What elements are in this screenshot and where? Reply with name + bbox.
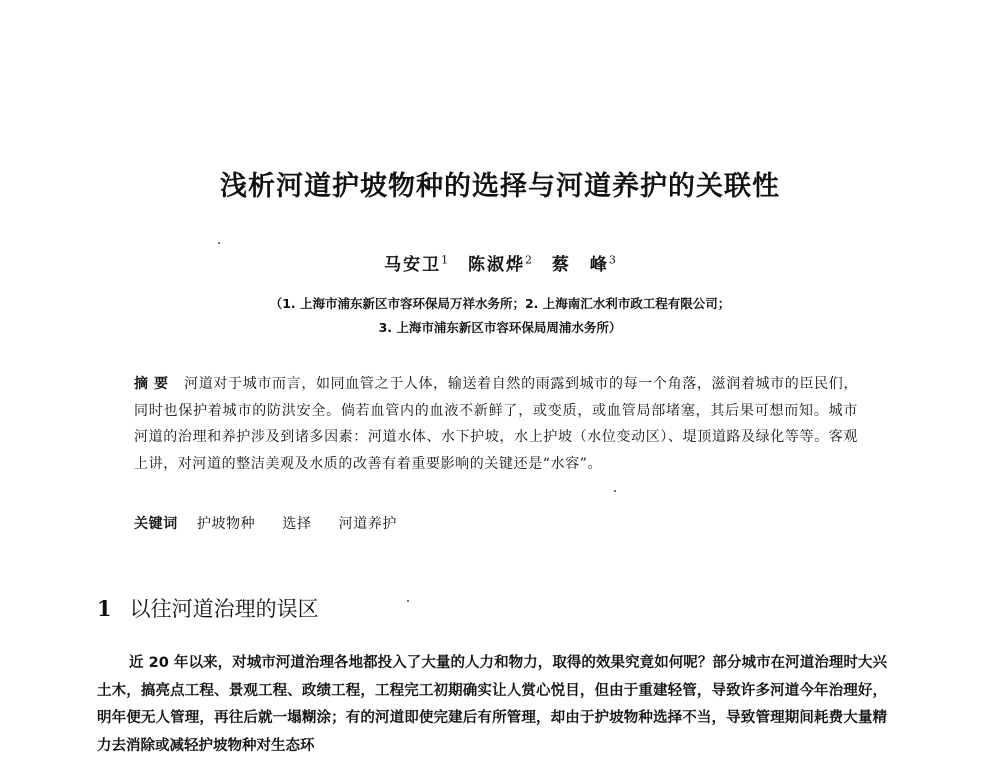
scan-speck (218, 242, 220, 244)
author-2-name: 陈淑烨 (468, 255, 525, 275)
keywords-label: 关键词 (134, 516, 178, 532)
affiliation-line-2: 3. 上海市浦东新区市容环保局周浦水务所） (378, 320, 622, 335)
section-1-paragraph: 近 20 年以来，对城市河道治理各地都投入了大量的人力和物力，取得的效果究竟如何呢？部分城市在河道治理时大兴土木，搞亮点工程、景观工程、政绩工程，工程完工初期确实让人赏心悦目，但由于重建轻管，导致许多河道今年治理好，明年便无人管理，再往后就一塌糊涂；有的河道即使完建后有所管理，却由于护坡物种选择不当，导致管理期间耗费大量精力去消除或减轻护坡物种对生态环 (97, 655, 887, 754)
author-list (0, 250, 1000, 275)
abstract-label: 摘要 (134, 376, 175, 392)
paper-title: 浅析河道护坡物种的选择与河道养护的关联性 (220, 171, 780, 202)
author-1-affil-mark: 1 (441, 253, 449, 267)
affiliation-line-1: （1. 上海市浦东新区市容环保局万祥水务所；2. 上海南汇水利市政工程有限公司； (269, 296, 731, 311)
keywords (134, 513, 419, 533)
keyword-1: 护坡物种 (196, 516, 256, 532)
author-2-affil-mark: 2 (525, 253, 532, 267)
author-1 (384, 255, 448, 275)
keyword-2: 选择 (282, 516, 312, 532)
author-3 (552, 255, 616, 275)
keyword-3: 河道养护 (338, 516, 398, 532)
author-3-name: 蔡 峰 (551, 255, 609, 275)
section-1-heading (97, 593, 319, 623)
abstract (134, 371, 858, 477)
section-1-title: 以往河道治理的误区 (129, 597, 319, 621)
author-3-affil-mark: 3 (608, 253, 616, 267)
author-2 (468, 255, 532, 275)
section-1-number: 1 (97, 596, 112, 621)
author-1-name: 马安卫 (384, 255, 442, 275)
abstract-text: 河道对于城市而言，如同血管之于人体，输送着自然的雨露到城市的每一个角落，滋润着城市的臣民们，同时也保护着城市的防洪安全。倘若血管内的血液不新鲜了，或变质，或血管局部堵塞，其后果可想而知。城市河道的治理和养护涉及到诸多因素：河道水体、水下护坡，水上护坡（水位变动区）、堤顶道路及绿化等等。客观上讲，对河道的整洁美观及水质的改善有着重要影响的关键还是“水容”。 (134, 376, 858, 472)
scan-speck (614, 490, 616, 492)
scan-speck (407, 600, 409, 602)
